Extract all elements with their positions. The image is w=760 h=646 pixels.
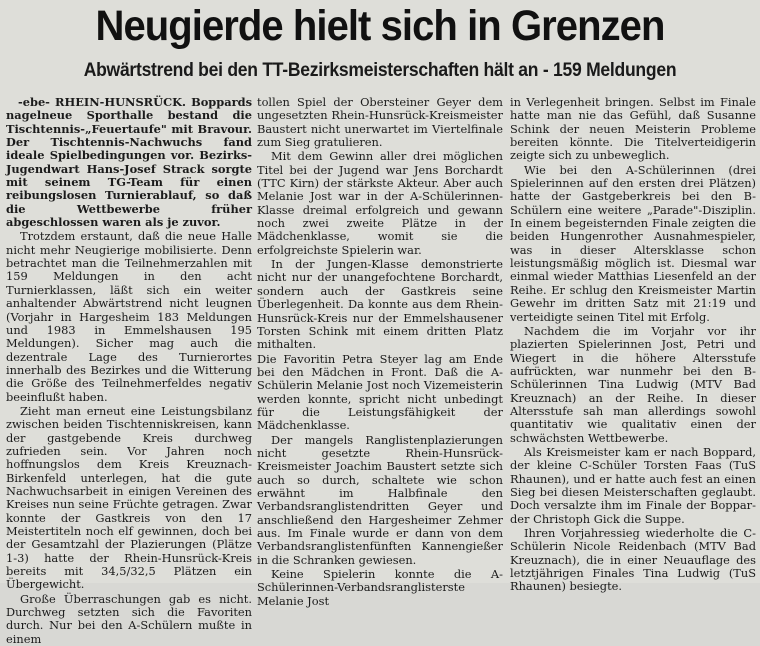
body-paragraph: Als Kreismeister kam er nach Boppard, der kleine C-Schüler Torsten Faas (TuS Rhaunen), und er hatte auch fest an einen Sieg bei diesen Meisterschaften geglaubt. Doch versalzte ihm im Finale der Bopparder Christoph Gick die Suppe. (510, 444, 756, 526)
article-body (6, 95, 758, 646)
text-column-3 (510, 95, 756, 594)
body-paragraph: Ihren Vorjahressieg wiederholte die C-Schülerin Nicole Reidenbach (MTV Bad Kreuznach), die in einer Neuauflage des letztjährigen Finales Tina Ludwig (TuS Rhaunen) besiegte. (510, 526, 756, 594)
article-headline: Neugierde hielt sich in Grenzen (95, 2, 665, 50)
body-paragraph: Wie bei den A-Schülerinnen (drei Spielerinnen auf den ersten drei Plätzen) hatte der Gastgeberkreis bei den B-Schülern eine weitere „Parade"-Disziplin. In einem begeisternden Finale zeigten die beiden Hungenrother Ausnahmespieler, was in dieser Altersklasse schon leistungsmäßig möglich ist. Diesmal war einmal wieder Matthias Liesenfeld an der Reihe. Er schlug den Kreismeister Martin Gewehr im dritten Satz mit 21:19 und verteidigte seinen Titel mit Erfolg. (510, 162, 756, 324)
text-column-2 (257, 95, 503, 608)
body-paragraph: Die Favoritin Petra Steyer lag am Ende bei den Mädchen in Front. Daß die A-Schülerin Melanie Jost noch Vizemeisterin werden konnte, spricht nicht unbedingt für die Leistungsfähigkeit der Mädchenklasse. (257, 351, 503, 433)
body-paragraph: Trotzdem erstaunt, daß die neue Halle nicht mehr Neugierige mobilisierte. Denn betrachtet man die Teilnehmerzahlen mit 159 Meldungen in den acht Turnierklassen, läßt sich ein weiter anhaltender Abwärtstrend nicht leugnen (Vorjahr in Hargesheim 183 Meldungen und 1983 in Emmelshausen 195 Meldungen). Sicher mag auch die dezentrale Lage des Turnierortes innerhalb des Bezirkes und die Witterung die Größe des Teilnehmerfeldes negativ beeinflußt haben. (6, 229, 252, 404)
text-column-1 (6, 95, 252, 646)
body-paragraph: Mit dem Gewinn aller drei möglichen Titel bei der Jugend war Jens Borchardt (TTC Kirn) der stärkste Akteur. Aber auch Melanie Jost war in der A-Schülerinnen-Klasse dreimal erfolgreich und gewann noch zwei zweite Plätze in der Mädchenklasse, womit sie die erfolgreichste Spielerin war. (257, 149, 503, 257)
body-paragraph: Große Überraschungen gab es nicht. Durchweg setzten sich die Favoriten durch. Nur bei den A-Schülern mußte in einem (6, 591, 252, 646)
lead-paragraph: -ebe- RHEIN-HUNSRÜCK. Boppards nagelneue Sporthalle bestand die Tischtennis-„Feuertaufe" mit Bravour. Der Tischtennis-Nachwuchs fand ideale Spielbedingungen vor. Bezirks-Jugendwart Hans-Josef Strack sorgte mit seinem TG-Team für einen reibungslosen Turnierablauf, so daß die Wettbewerbe früher abgeschlossen waren als je zuvor. (6, 95, 252, 230)
body-paragraph: Keine Spielerin konnte die A-Schülerinnen-Verbandsranglisterste Melanie Jost (257, 567, 503, 608)
body-paragraph: Zieht man erneut eine Leistungsbilanz zwischen beiden Tischtenniskreisen, kann der gastgebende Kreis durchweg zufrieden sein. Vor Jahren noch hoffnungslos dem Kreis Kreuznach-Birkenfeld unterlegen, hat die gute Nachwuchsarbeit in einigen Vereinen des Kreises nun seine Früchte getragen. Zwar konnte der Gastkreis von den 17 Meistertiteln noch elf gewinnen, doch bei der Gesamtzahl der Plazierungen (Plätze 1-3) hatte der Rhein-Hunsrück-Kreis bereits mit 34,5/32,5 Plätzen ein Übergewicht. (6, 403, 252, 592)
body-paragraph: Nachdem die im Vorjahr vor ihr plazierten Spielerinnen Jost, Petri und Wiegert in die höhere Altersstufe aufrückten, war nunmehr bei den B-Schülerinnen Tina Ludwig (MTV Bad Kreuznach) an der Reihe. In dieser Altersstufe sah man allerdings sowohl quantitativ wie qualitativ einen der schwächsten Wettbewerbe. (510, 323, 756, 445)
body-paragraph: Der mangels Ranglistenplazierungen nicht gesetzte Rhein-Hunsrück-Kreismeister Joachim Baustert setzte sich auch so durch, schaltete wie schon erwähnt im Halbfinale den Verbandsranglistendritten Geyer und anschließend den Hargesheimer Zehmer aus. Im Finale wurde er dann von dem Verbandsranglistenfünften Kannengießer in die Schranken gewiesen. (257, 432, 503, 567)
article-subheadline: Abwärtstrend bei den TT-Bezirksmeisterschaften hält an - 159 Meldungen (83, 59, 677, 81)
body-paragraph: tollen Spiel der Obersteiner Geyer dem ungesetzten Rhein-Hunsrück-Kreismeister Baustert nicht unerwartet im Viertelfinale zum Sieg gratulieren. (257, 95, 503, 150)
body-paragraph: in Verlegenheit bringen. Selbst im Finale hatte man nie das Gefühl, daß Susanne Schink der neuen Meisterin Probleme bereiten könnte. Die Titelverteidigerin zeigte sich zu unbeweglich. (510, 95, 756, 163)
body-paragraph: In der Jungen-Klasse demonstrierte nicht nur der unangefochtene Borchardt, sondern auch der Gastkreis seine Überlegenheit. Da konnte aus dem Rhein-Hunsrück-Kreis nur der Emmelshausener Torsten Schink mit einem dritten Platz mithalten. (257, 257, 503, 352)
